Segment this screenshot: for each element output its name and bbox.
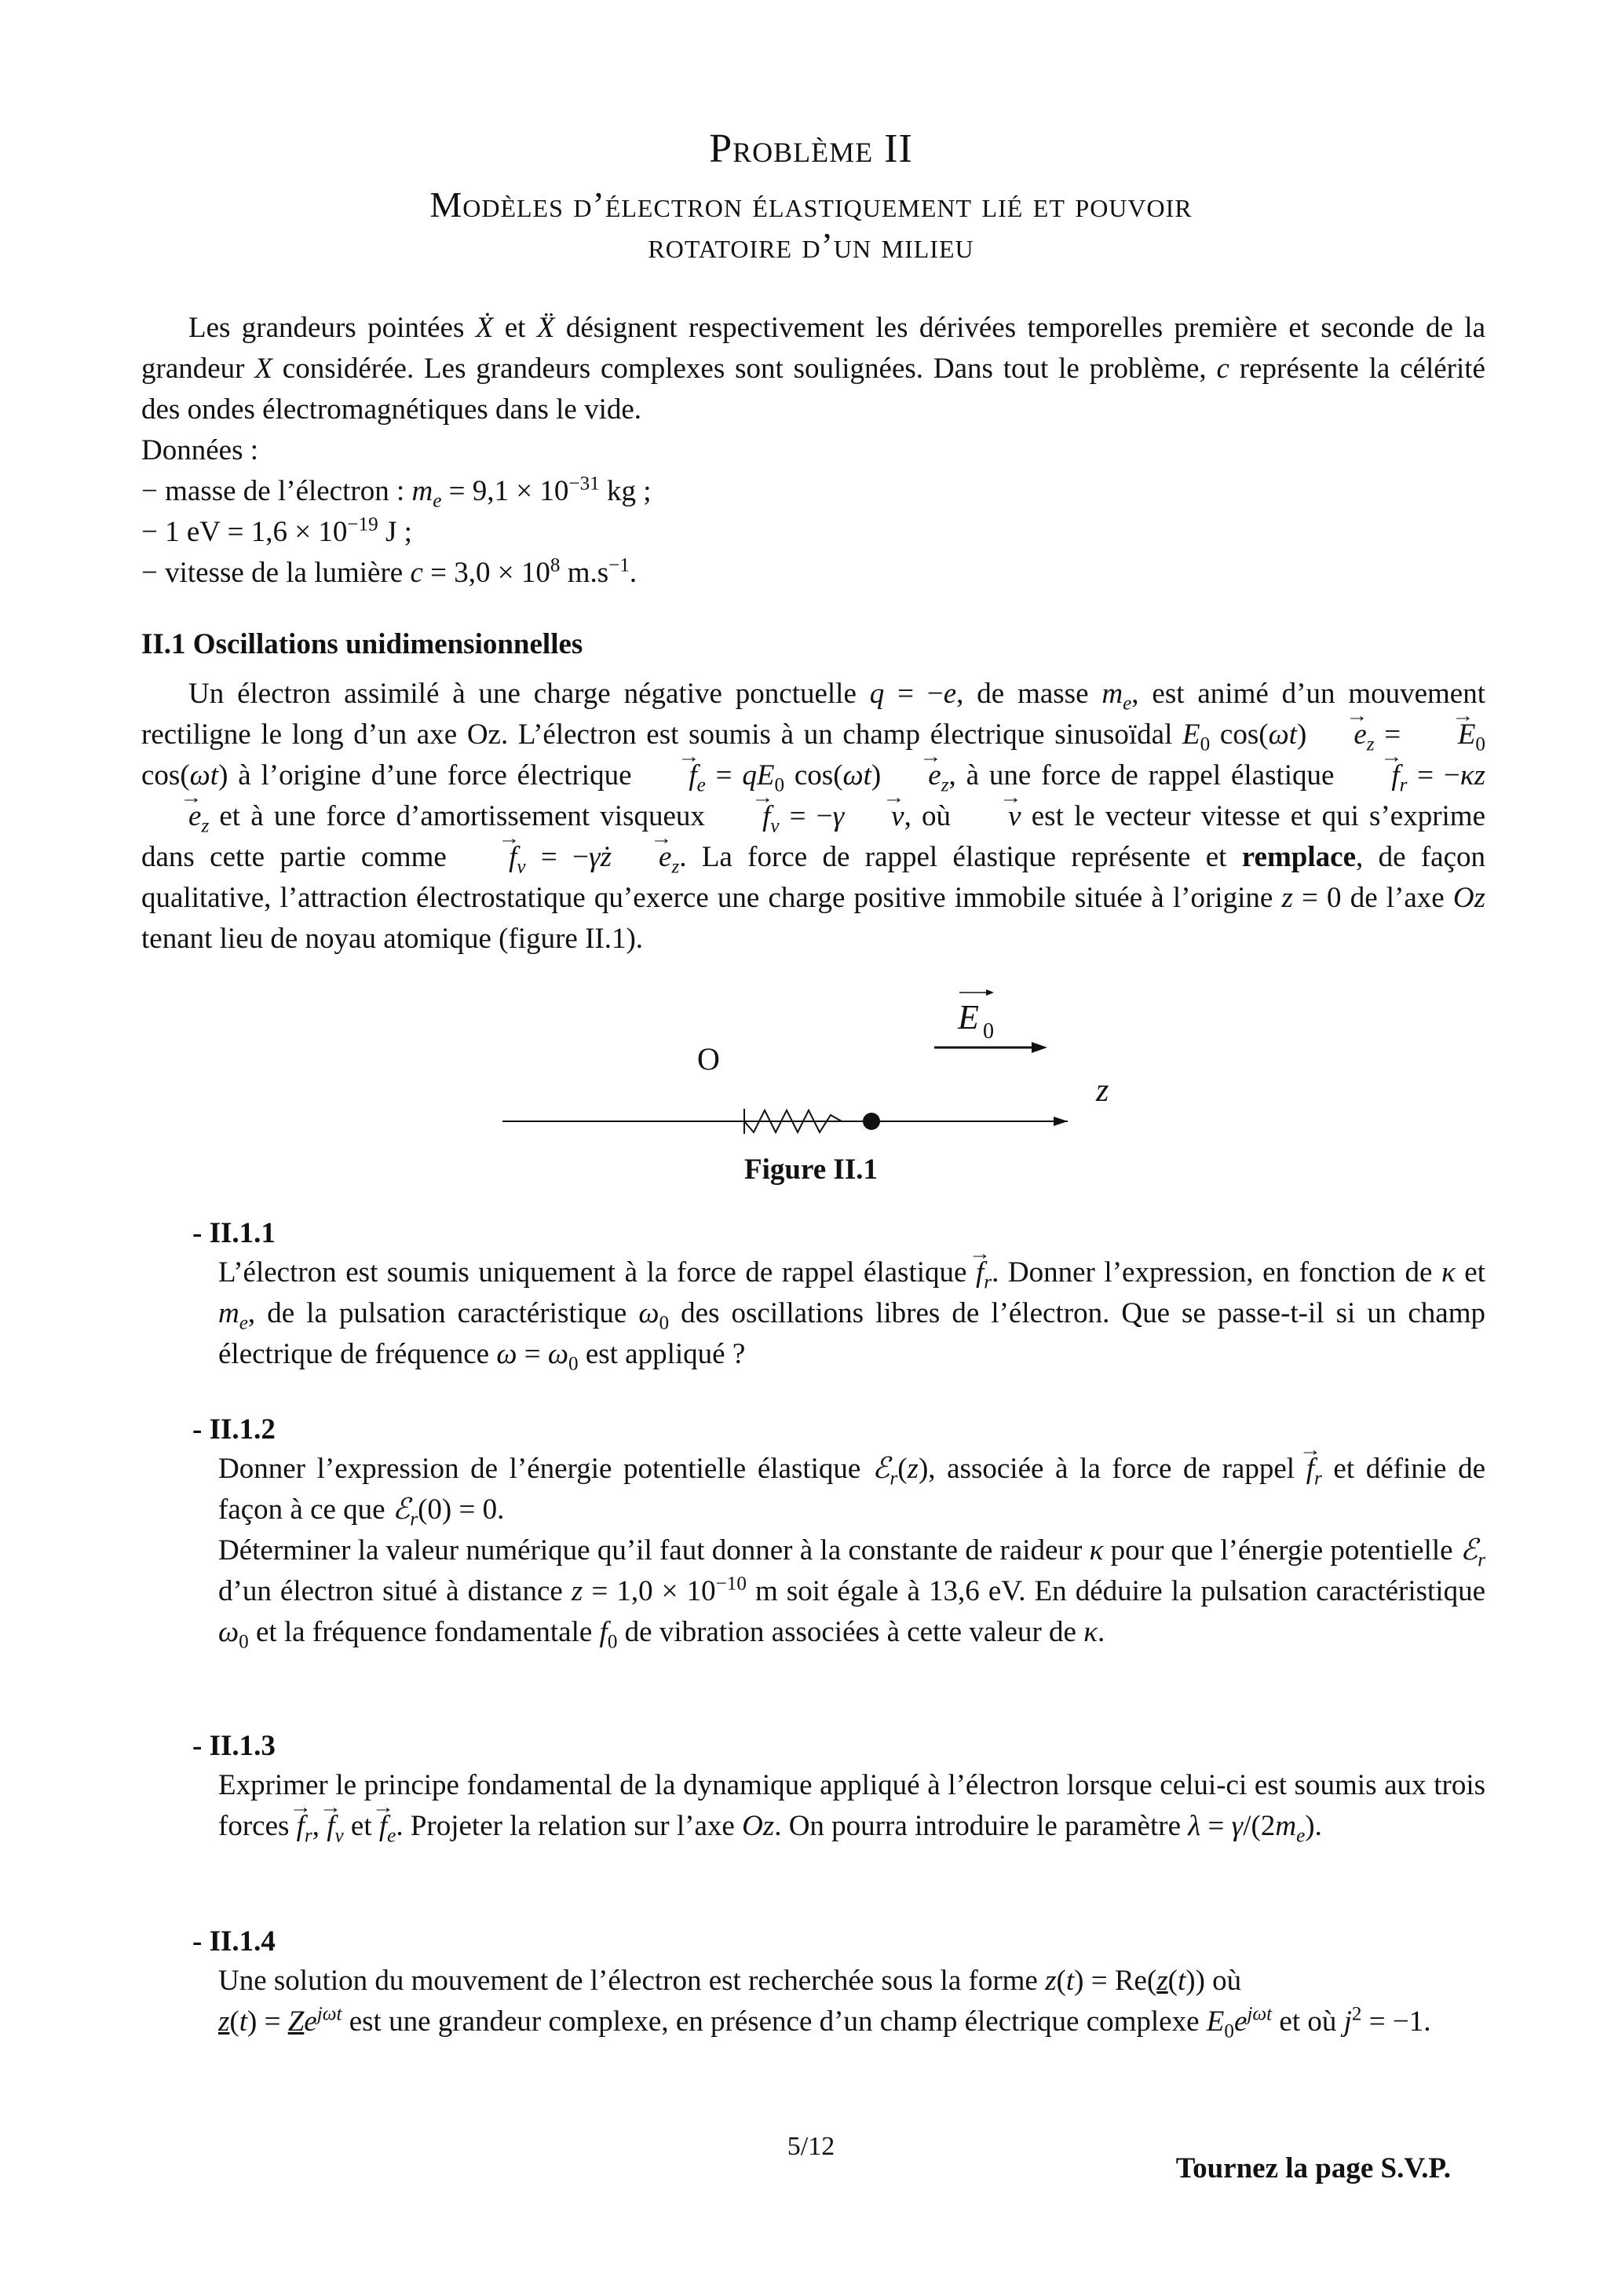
problem-subtitle-line1: Modèles d’électron élastiquement lié et pouvoir: [429, 185, 1193, 225]
donnee-masse: − masse de l’électron : $m_e = 9,1 \times 10^{-31}$ kg ;: [141, 473, 652, 512]
question-ii-1-3: Exprimer le principe fondamental de la dynamique appliqué à l’électron lorsque celui-ci est soumis aux trois forces → $f_r$, → $f_v$ et → $f_e$. Projeter la relation sur l’axe Oz. On pourra introduire le paramètre $\lambda = \gamma/(2m_e)$.: [218, 1765, 1485, 1847]
field-vector-bar-head: [986, 989, 994, 996]
question-label-ii-1-3: - II.1.3: [192, 1730, 276, 1762]
turn-page-note: Tournez la page S.V.P.: [1175, 2152, 1451, 2184]
question-label-ii-1-2: - II.1.2: [192, 1413, 276, 1446]
donnees-label: Données :: [141, 434, 258, 466]
field-label-sub: 0: [983, 1019, 994, 1044]
figure-caption: Figure II.1: [744, 1153, 878, 1186]
donnee-ev: − 1 eV = $1,6 \times 10^{-19}$ J ;: [141, 514, 412, 548]
field-label: E: [958, 998, 979, 1036]
z-axis-arrowhead: [1054, 1117, 1068, 1126]
origin-label: O: [697, 1041, 720, 1077]
question-ii-1-4: Une solution du mouvement de l’électron est recherchée sous la forme z(t) = Re(z(t)) où $z(t) = Ze^{j\omega t}$ est une grandeur complexe, en présence d’un champ électrique complexe $E_0e^{j\omega t}$ et où $j^2 = -1$.: [218, 1965, 1431, 2042]
question-label-ii-1-1: - II.1.1: [192, 1217, 276, 1249]
question-label-ii-1-4: - II.1.4: [192, 1925, 276, 1958]
page-number: 5/12: [787, 2132, 835, 2161]
electron-dot: [863, 1113, 880, 1130]
section-title: II.1 Oscillations unidimensionnelles: [141, 628, 583, 660]
field-arrowhead: [1032, 1042, 1047, 1053]
intro-paragraph: Les grandeurs pointées Ẋ et Ẍ désignent respectivement les dérivées temporelles première et seconde de la grandeur X considérée. Les grandeurs complexes sont soulignées. Dans tout le problème, c représente la célérité des ondes électromagnétiques dans le vide. Données : − masse de l’électron : $m_e = 9,1 \times 10^{-31}$ kg ; − 1 eV = $1,6 \times 10^{-19}$ J ; − vitesse de la lumière $c = 3,0 \times 10^8$ $m.s^{-1}$.: [141, 308, 1485, 594]
problem-subtitle-line2: rotatoire d’un milieu: [648, 225, 974, 265]
axis-label: z: [1096, 1073, 1109, 1109]
problem-title: Problème II: [709, 126, 913, 171]
donnee-celerite: − vitesse de la lumière $c = 3,0 \times 10^8$ $m.s^{-1}$.: [141, 554, 637, 589]
question-ii-1-1: L’électron est soumis uniquement à la force de rappel élastique → $f_r$. Donner l’expression, en fonction de κ et $m_e$, de la pulsation caractéristique $\omega_0$ des oscillations libres de l’électron. Que se passe-t-il si un champ électrique de fréquence $\omega = \omega_0$ est appliqué ?: [218, 1252, 1485, 1375]
question-ii-1-2: Donner l’expression de l’énergie potentielle élastique ℰ$_r$(z), associée à la force de rappel → $f_r$ et définie de façon à ce que ℰ$_r$(0) = 0. Déterminer la valeur numérique qu’il faut donner à la constante de raideur κ pour que l’énergie potentielle ℰ$_r$ d’un électron situé à distance $z = 1,0 \times 10^{-10}$ m soit égale à 13,6 eV. En déduire la pulsation caractéristique $\omega_0$ et la fréquence fondamentale $f_0$ de vibration associées à cette valeur de κ.: [218, 1449, 1485, 1653]
section-paragraph: Un électron assimilé à une charge négative ponctuelle q = −e, de masse $m_e$, est animé d’un mouvement rectiligne le long d’un axe Oz. L’électron est soumis à un champ électrique sinusoïdal $E_0$ $\cos(\omega t)\to e_z$ = → $E_0$ cos(ωt) à l’origine d’une force électrique → $f_e = qE_0$ $\cos(\omega t)\to e_z$, à une force de rappel élastique → $f_r = -\kappa z\to e_z$ et à une force d’amortissement visqueux → $f_v = -\gamma\to v$, où → v est le vecteur vitesse et qui s’exprime dans cette partie comme → $f_v$ = −γż→ $e_z$. La force de rappel élastique représente et remplace, de façon qualitative, l’attraction électrostatique qu’exerce une charge positive immobile située à l’origine z = 0 de l’axe Oz tenant lieu de noyau atomique (figure II.1).: [141, 674, 1485, 960]
